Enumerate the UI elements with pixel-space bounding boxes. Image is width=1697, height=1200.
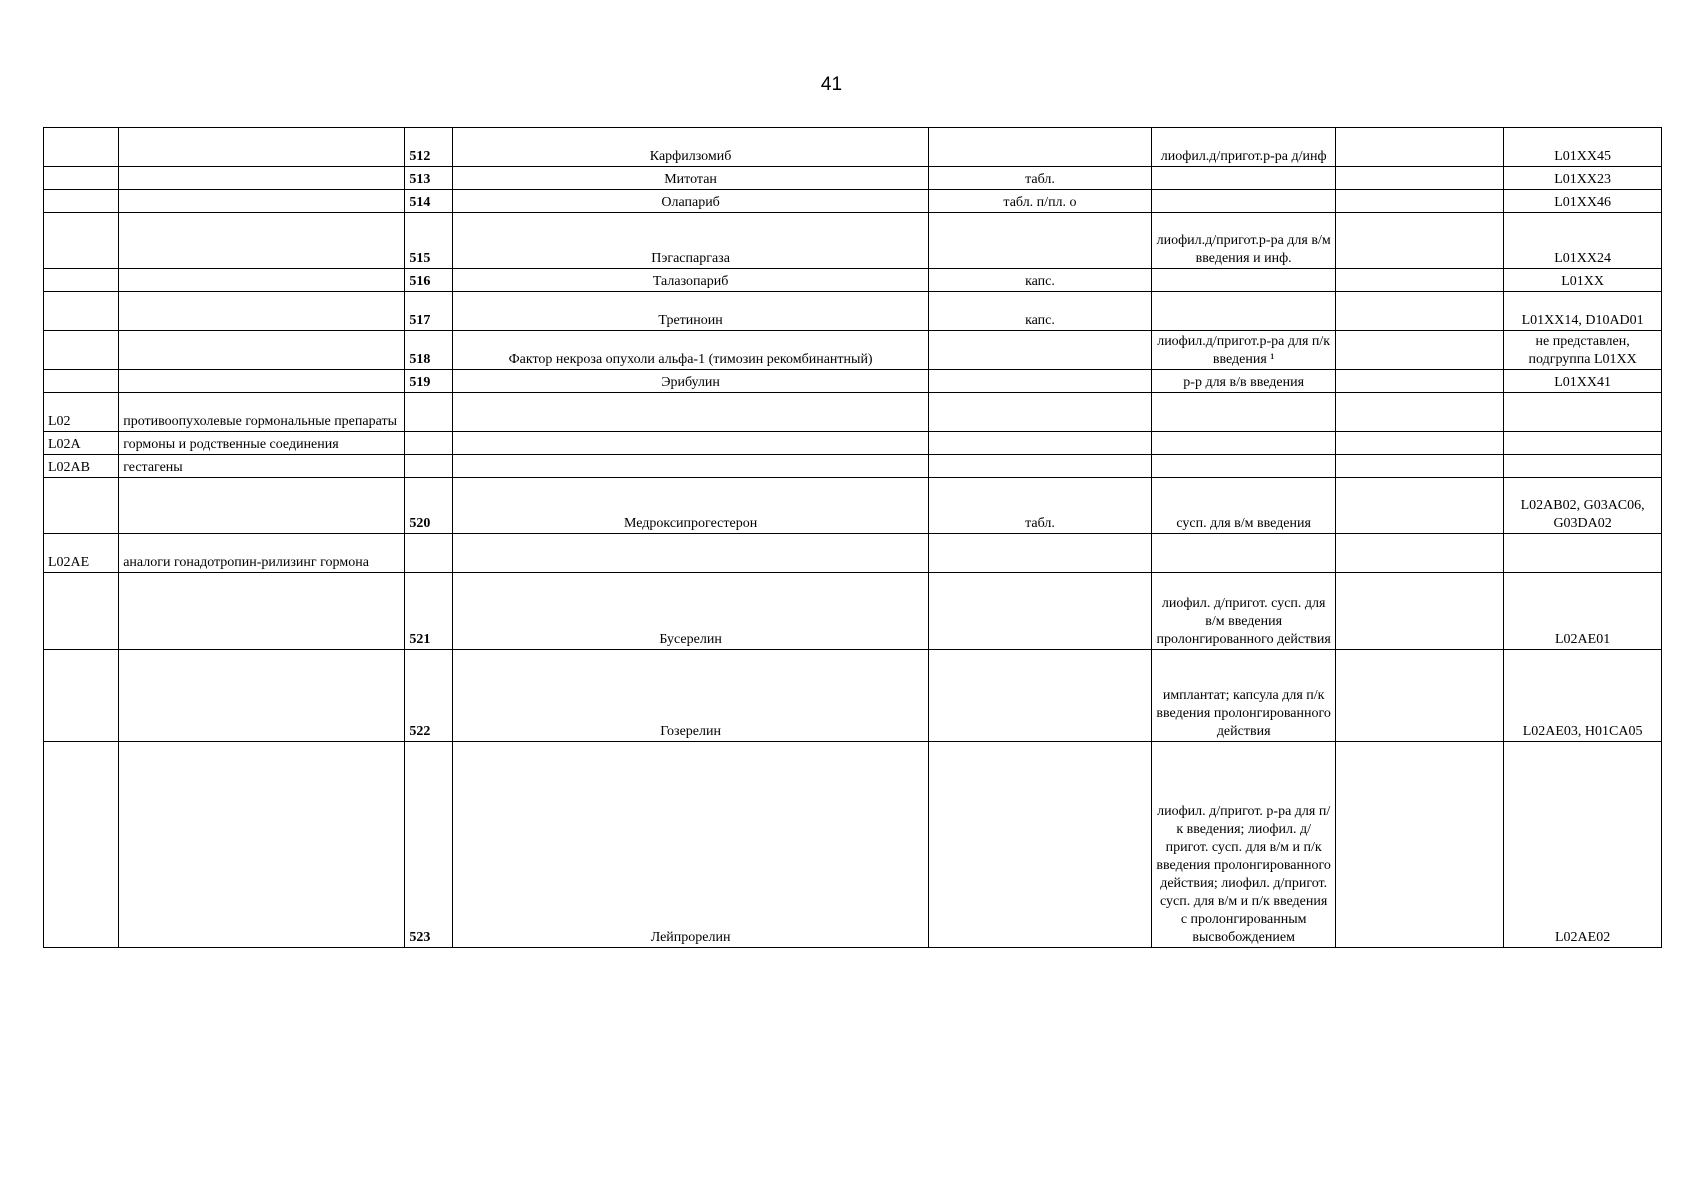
- atc-classification-cell: [1504, 432, 1662, 455]
- table-row: [44, 432, 1662, 455]
- table-row: [44, 213, 1662, 269]
- drug-name-cell: [453, 455, 928, 478]
- injection-form-cell: [1152, 292, 1336, 331]
- table-row: [44, 650, 1662, 742]
- group-name-cell: [119, 128, 405, 167]
- other-form-cell: [1336, 167, 1504, 190]
- atc-code-cell: [44, 167, 119, 190]
- group-name-cell: гормоны и родственные соединения: [119, 432, 405, 455]
- oral-form-cell: табл. п/пл. о: [928, 190, 1152, 213]
- table-row: [44, 573, 1662, 650]
- group-name-cell: [119, 742, 405, 948]
- atc-code-cell: [44, 370, 119, 393]
- row-number-cell: [405, 393, 453, 432]
- atc-classification-cell: L01XX45: [1504, 128, 1662, 167]
- other-form-cell: [1336, 269, 1504, 292]
- row-number-cell: 516: [405, 269, 453, 292]
- table-row: [44, 478, 1662, 534]
- row-number-cell: 512: [405, 128, 453, 167]
- injection-form-cell: [1152, 432, 1336, 455]
- injection-form-cell: р-р для в/в введения: [1152, 370, 1336, 393]
- oral-form-cell: [928, 432, 1152, 455]
- injection-form-cell: сусп. для в/м введения: [1152, 478, 1336, 534]
- injection-form-cell: имплантат; капсула для п/к введения пролонгированного действия: [1152, 650, 1336, 742]
- atc-code-cell: [44, 331, 119, 370]
- atc-code-cell: [44, 190, 119, 213]
- table-row: [44, 742, 1662, 948]
- atc-code-cell: [44, 650, 119, 742]
- drug-name-cell: Олапариб: [453, 190, 928, 213]
- row-number-cell: 521: [405, 573, 453, 650]
- other-form-cell: [1336, 432, 1504, 455]
- other-form-cell: [1336, 573, 1504, 650]
- injection-form-cell: лиофил.д/пригот.р-ра д/инф: [1152, 128, 1336, 167]
- oral-form-cell: [928, 534, 1152, 573]
- atc-classification-cell: [1504, 455, 1662, 478]
- atc-code-cell: L02AB: [44, 455, 119, 478]
- group-name-cell: [119, 292, 405, 331]
- row-number-cell: 519: [405, 370, 453, 393]
- oral-form-cell: табл.: [928, 478, 1152, 534]
- oral-form-cell: [928, 213, 1152, 269]
- drug-name-cell: Бусерелин: [453, 573, 928, 650]
- drug-name-cell: Эрибулин: [453, 370, 928, 393]
- other-form-cell: [1336, 331, 1504, 370]
- other-form-cell: [1336, 455, 1504, 478]
- group-name-cell: [119, 573, 405, 650]
- row-number-cell: 515: [405, 213, 453, 269]
- drug-name-cell: Третиноин: [453, 292, 928, 331]
- row-number-cell: 518: [405, 331, 453, 370]
- drug-name-cell: [453, 534, 928, 573]
- drug-name-cell: Фактор некроза опухоли альфа-1 (тимозин рекомбинантный): [453, 331, 928, 370]
- injection-form-cell: лиофил. д/пригот. сусп. для в/м введения пролонгированного действия: [1152, 573, 1336, 650]
- other-form-cell: [1336, 370, 1504, 393]
- atc-code-cell: [44, 573, 119, 650]
- row-number-cell: 513: [405, 167, 453, 190]
- drug-name-cell: [453, 393, 928, 432]
- table-row: [44, 370, 1662, 393]
- atc-code-cell: L02: [44, 393, 119, 432]
- drug-name-cell: Лейпрорелин: [453, 742, 928, 948]
- other-form-cell: [1336, 128, 1504, 167]
- atc-code-cell: [44, 742, 119, 948]
- atc-classification-cell: L02AE03, H01CA05: [1504, 650, 1662, 742]
- other-form-cell: [1336, 742, 1504, 948]
- oral-form-cell: [928, 742, 1152, 948]
- table-row: [44, 534, 1662, 573]
- group-name-cell: [119, 370, 405, 393]
- oral-form-cell: [928, 370, 1152, 393]
- group-name-cell: [119, 213, 405, 269]
- group-name-cell: [119, 650, 405, 742]
- table-row: [44, 292, 1662, 331]
- atc-classification-cell: L01XX: [1504, 269, 1662, 292]
- row-number-cell: [405, 432, 453, 455]
- atc-classification-cell: [1504, 534, 1662, 573]
- group-name-cell: [119, 269, 405, 292]
- table-row: [44, 128, 1662, 167]
- atc-classification-cell: L01XX46: [1504, 190, 1662, 213]
- drug-name-cell: Гозерелин: [453, 650, 928, 742]
- atc-classification-cell: L02AE02: [1504, 742, 1662, 948]
- table-row: [44, 331, 1662, 370]
- oral-form-cell: [928, 128, 1152, 167]
- other-form-cell: [1336, 213, 1504, 269]
- injection-form-cell: [1152, 393, 1336, 432]
- injection-form-cell: [1152, 534, 1336, 573]
- drug-name-cell: Пэгаспаргаза: [453, 213, 928, 269]
- row-number-cell: 522: [405, 650, 453, 742]
- oral-form-cell: [928, 573, 1152, 650]
- table-row: [44, 393, 1662, 432]
- row-number-cell: [405, 455, 453, 478]
- injection-form-cell: [1152, 269, 1336, 292]
- drug-name-cell: Карфилзомиб: [453, 128, 928, 167]
- drug-table: [43, 127, 1662, 948]
- page-number: 41: [820, 74, 843, 95]
- group-name-cell: [119, 478, 405, 534]
- table-row: [44, 269, 1662, 292]
- other-form-cell: [1336, 393, 1504, 432]
- oral-form-cell: капс.: [928, 269, 1152, 292]
- atc-code-cell: [44, 269, 119, 292]
- atc-classification-cell: [1504, 393, 1662, 432]
- drug-name-cell: [453, 432, 928, 455]
- group-name-cell: [119, 190, 405, 213]
- injection-form-cell: [1152, 455, 1336, 478]
- drug-name-cell: Митотан: [453, 167, 928, 190]
- oral-form-cell: капс.: [928, 292, 1152, 331]
- atc-classification-cell: L01XX24: [1504, 213, 1662, 269]
- atc-classification-cell: L02AE01: [1504, 573, 1662, 650]
- drug-name-cell: Медроксипрогестерон: [453, 478, 928, 534]
- atc-classification-cell: L01XX23: [1504, 167, 1662, 190]
- atc-code-cell: L02AE: [44, 534, 119, 573]
- atc-code-cell: [44, 478, 119, 534]
- oral-form-cell: [928, 455, 1152, 478]
- table-row: [44, 190, 1662, 213]
- atc-classification-cell: не представлен, подгруппа L01XX: [1504, 331, 1662, 370]
- other-form-cell: [1336, 190, 1504, 213]
- atc-classification-cell: L02AB02, G03AC06, G03DA02: [1504, 478, 1662, 534]
- group-name-cell: [119, 331, 405, 370]
- row-number-cell: 520: [405, 478, 453, 534]
- injection-form-cell: лиофил. д/пригот. р-ра для п/к введения; лиофил. д/пригот. сусп. для в/м и п/к введения пролонгированного действия; лиофил. д/пригот. сусп. для в/м и п/к введения с пролонгированным высвобождением: [1152, 742, 1336, 948]
- injection-form-cell: лиофил.д/пригот.р-ра для п/к введения ¹: [1152, 331, 1336, 370]
- atc-classification-cell: L01XX14, D10AD01: [1504, 292, 1662, 331]
- drug-name-cell: Талазопариб: [453, 269, 928, 292]
- injection-form-cell: лиофил.д/пригот.р-ра для в/м введения и инф.: [1152, 213, 1336, 269]
- group-name-cell: гестагены: [119, 455, 405, 478]
- other-form-cell: [1336, 478, 1504, 534]
- injection-form-cell: [1152, 190, 1336, 213]
- atc-code-cell: L02A: [44, 432, 119, 455]
- row-number-cell: [405, 534, 453, 573]
- oral-form-cell: табл.: [928, 167, 1152, 190]
- atc-classification-cell: L01XX41: [1504, 370, 1662, 393]
- oral-form-cell: [928, 331, 1152, 370]
- atc-code-cell: [44, 128, 119, 167]
- table-row: [44, 167, 1662, 190]
- other-form-cell: [1336, 534, 1504, 573]
- injection-form-cell: [1152, 167, 1336, 190]
- atc-code-cell: [44, 213, 119, 269]
- group-name-cell: [119, 167, 405, 190]
- row-number-cell: 523: [405, 742, 453, 948]
- oral-form-cell: [928, 393, 1152, 432]
- table-row: [44, 455, 1662, 478]
- atc-code-cell: [44, 292, 119, 331]
- other-form-cell: [1336, 292, 1504, 331]
- row-number-cell: 517: [405, 292, 453, 331]
- oral-form-cell: [928, 650, 1152, 742]
- other-form-cell: [1336, 650, 1504, 742]
- group-name-cell: противоопухолевые гормональные препараты: [119, 393, 405, 432]
- row-number-cell: 514: [405, 190, 453, 213]
- group-name-cell: аналоги гонадотропин-рилизинг гормона: [119, 534, 405, 573]
